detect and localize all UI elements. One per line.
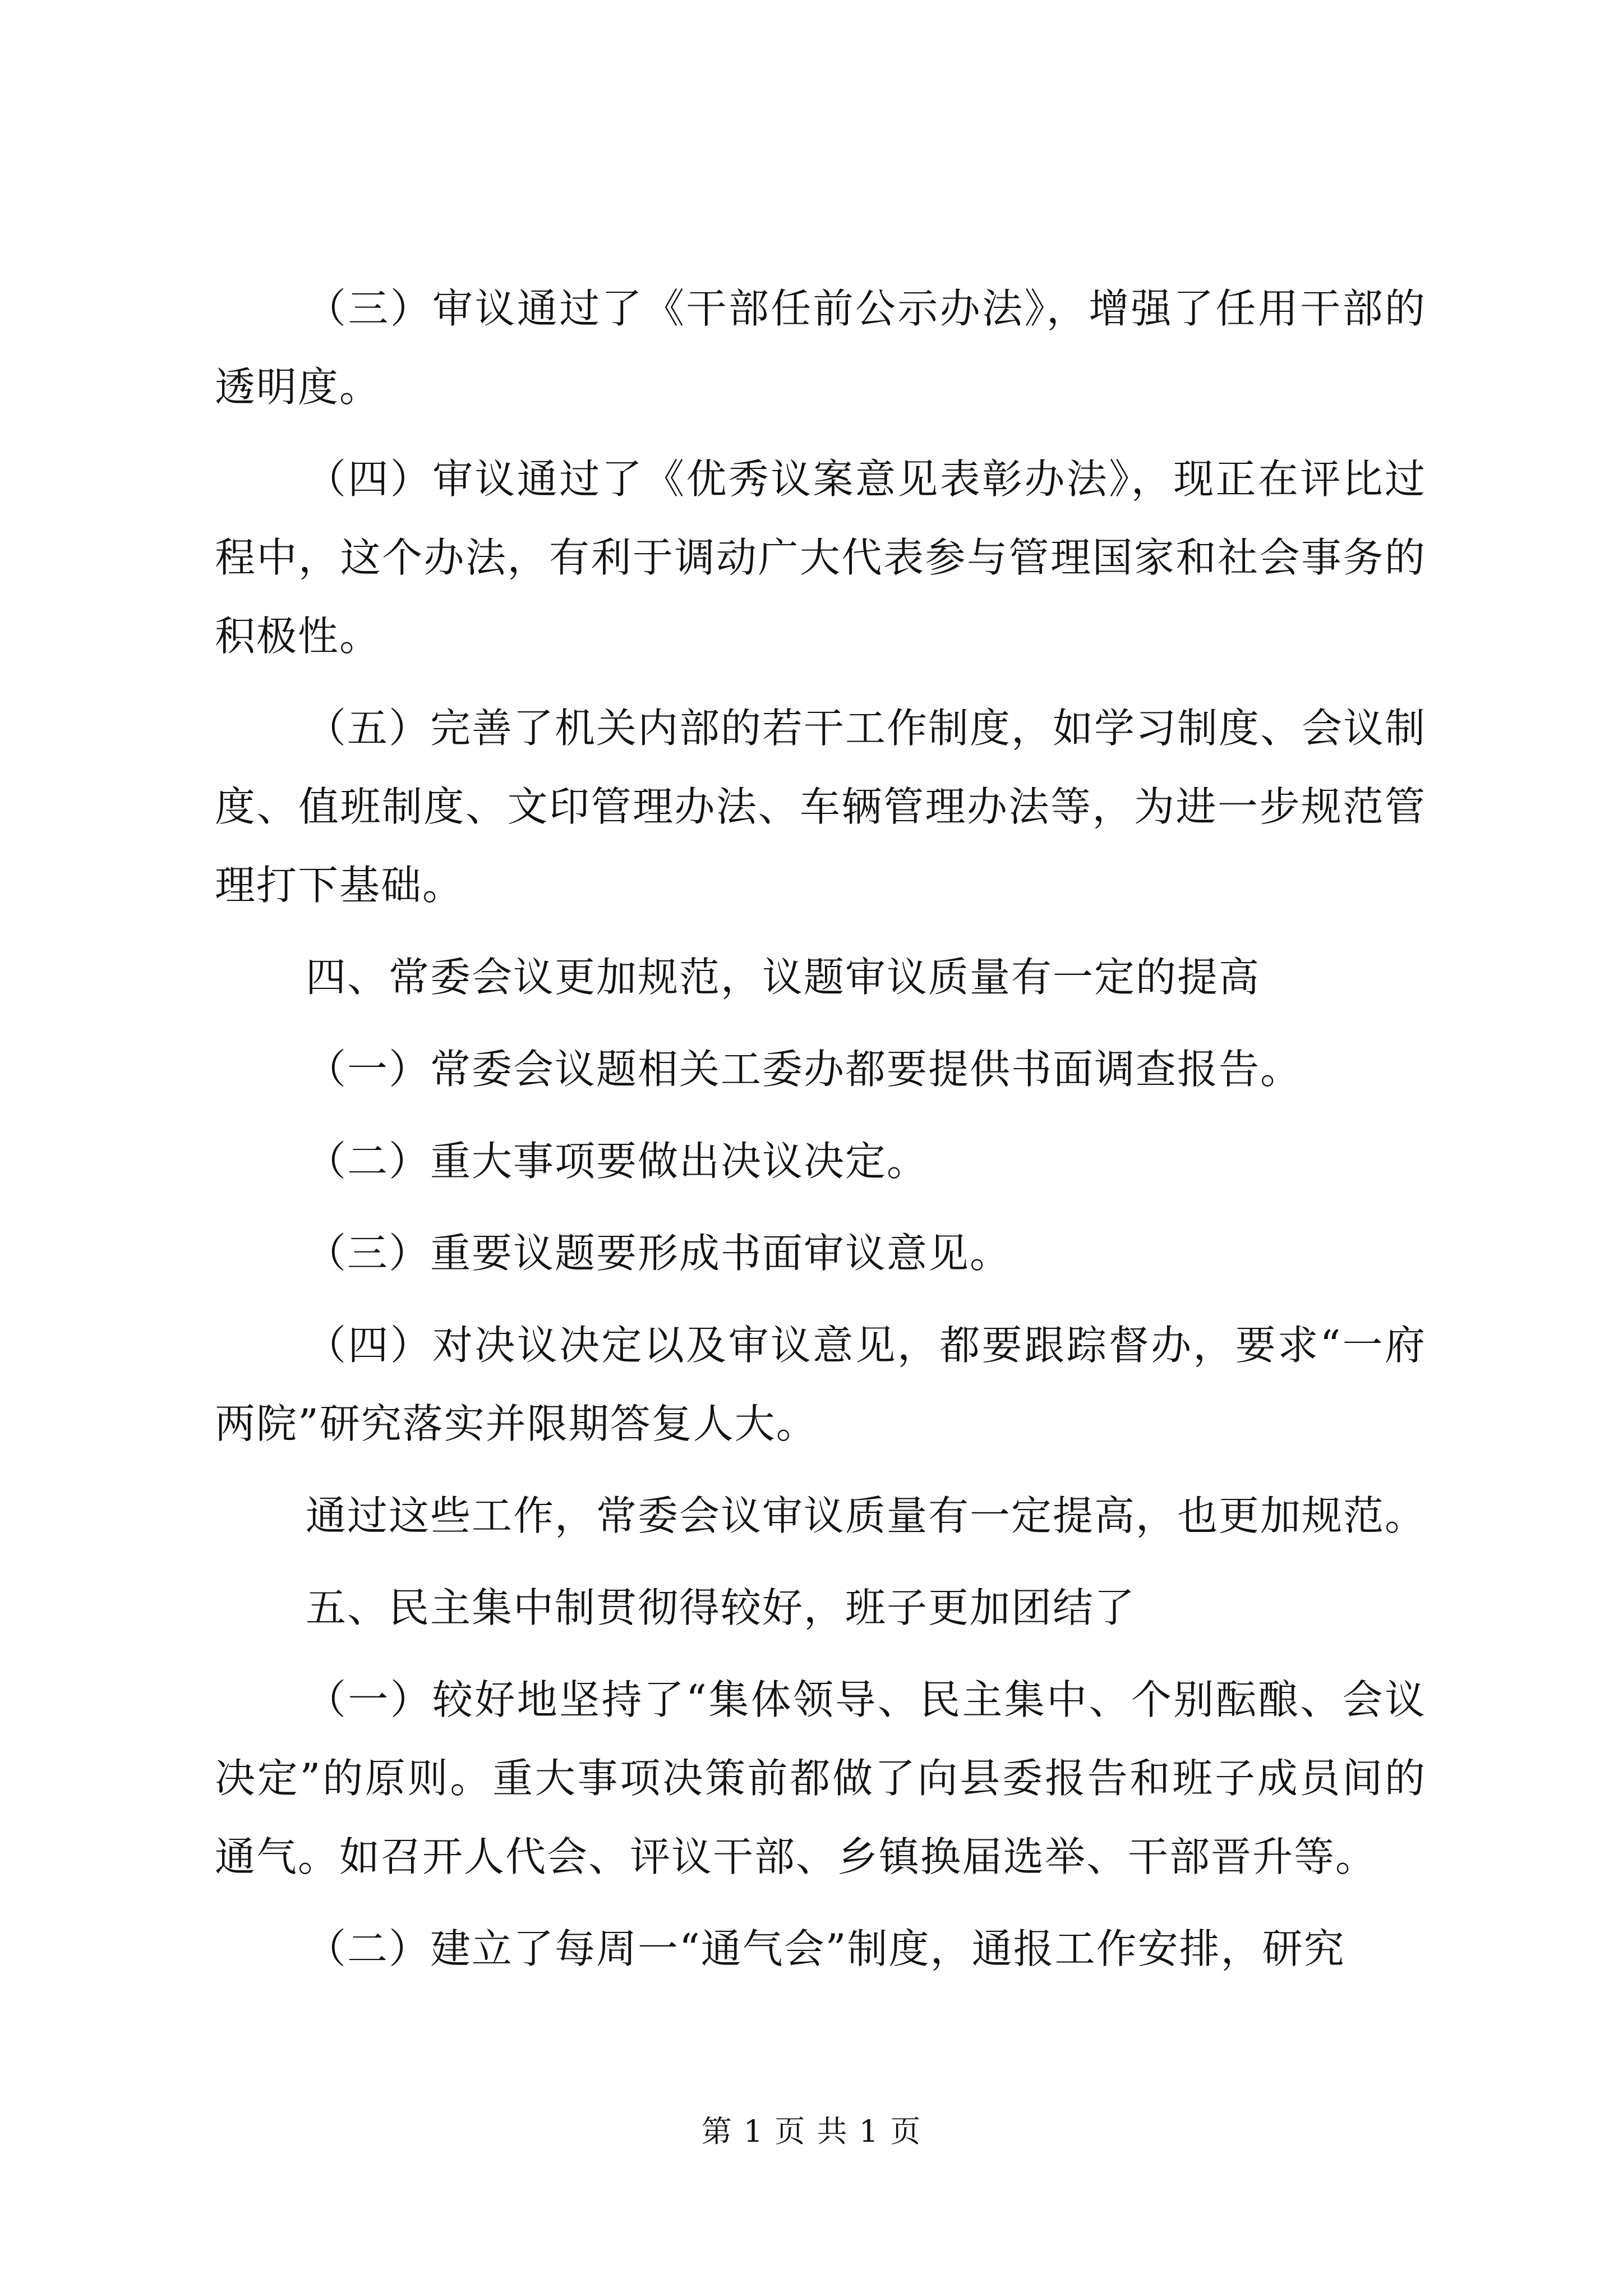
paragraph-major-matters-decision: （二）重大事项要做出决议决定。 xyxy=(306,1138,929,1185)
section-heading-five: 五、民主集中制贯彻得较好，班子更加团结了 xyxy=(306,1584,1136,1631)
document-body xyxy=(215,269,1426,2001)
section-heading-four: 四、常委会议更加规范，议题审议质量有一定的提高 xyxy=(306,954,1261,1001)
paragraph-review-commendation-measures: （四）审议通过了《优秀议案意见表彰办法》，现正在评比过程中，这个办法，有利于调动广大代表参与管理国家和社会事务的积极性。 xyxy=(215,455,1426,660)
page-number-footer: 第 1 页 共 1 页 xyxy=(701,2114,922,2149)
paragraph-weekly-meeting-system: （二）建立了每周一“通气会”制度，通报工作安排，研究 xyxy=(306,1925,1345,1972)
paragraph-review-disclosure-measures: （三）审议通过了《干部任前公示办法》，增强了任用干部的透明度。 xyxy=(215,285,1426,411)
paragraph-collective-leadership: （一）较好地坚持了“集体领导、民主集中、个别酝酿、会议决定”的原则。重大事项决策前都做了向县委报告和班子成员间的通气。如召开人代会、评议干部、乡镇换届选举、干部晋升等。 xyxy=(215,1676,1426,1880)
paragraph-written-review-opinion: （三）重要议题要形成书面审议意见。 xyxy=(306,1230,1012,1277)
paragraph-internal-work-systems: （五）完善了机关内部的若干工作制度，如学习制度、会议制度、值班制度、文印管理办法、车辆管理办法等，为进一步规范管理打下基础。 xyxy=(215,705,1427,909)
paragraph-follow-up-supervision: （四）对决议决定以及审议意见，都要跟踪督办，要求“一府两院”研究落实并限期答复人大。 xyxy=(215,1322,1426,1447)
paragraph-written-investigation-report: （一）常委会议题相关工委办都要提供书面调查报告。 xyxy=(306,1046,1302,1093)
paragraph-review-quality-summary: 通过这些工作，常委会议审议质量有一定提高，也更加规范。 xyxy=(306,1492,1427,1539)
